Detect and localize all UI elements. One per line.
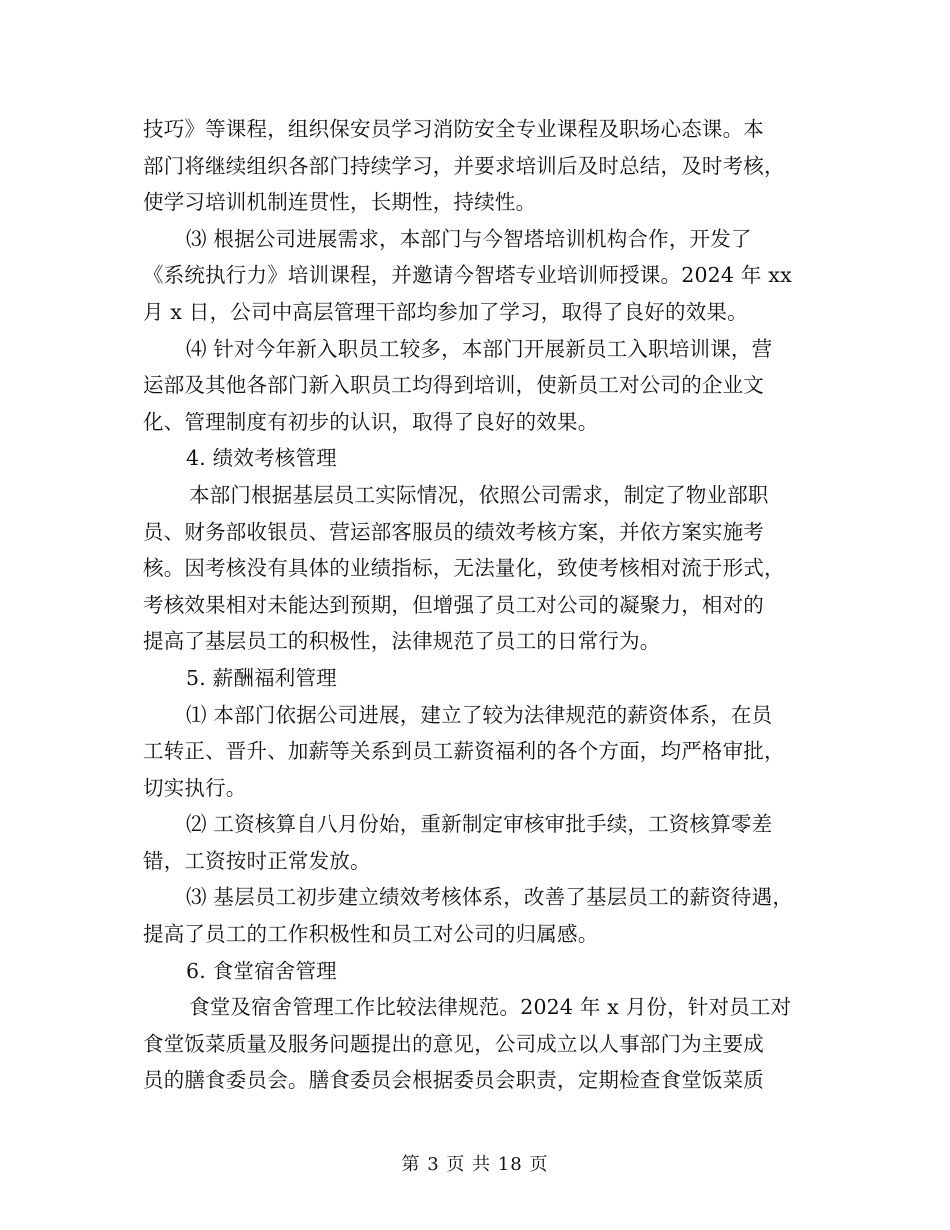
list-item-start: ⑶ 基层员工初步建立绩效考核体系，改善了基层员工的薪资待遇， — [186, 885, 794, 910]
body-text-line: 考核效果相对未能达到预期，但增强了员工对公司的凝聚力，相对的 — [143, 592, 764, 617]
body-text-line: 工转正、晋升、加薪等关系到员工薪资福利的各个方面，均严格审批， — [143, 739, 785, 764]
section-heading: 4. 绩效考核管理 — [186, 446, 337, 471]
body-text-line: 《系统执行力》培训课程，并邀请今智塔专业培训师授课。2024 年 xx — [143, 263, 792, 288]
body-text-line: 使学习培训机制连贯性，长期性，持续性。 — [143, 190, 537, 215]
body-text-line: 化、管理制度有初步的认识，取得了良好的效果。 — [143, 409, 599, 434]
body-text-line: 食堂饭菜质量及服务问题提出的意见，公司成立以人事部门为主要成 — [143, 1031, 764, 1056]
body-text-line: 技巧》等课程，组织保安员学习消防安全专业课程及职场心态课。本 — [143, 117, 764, 141]
body-text-line: 员、财务部收银员、营运部客服员的绩效考核方案，并依方案实施考 — [143, 519, 764, 544]
paragraph-start: 本部门根据基层员工实际情况，依照公司需求，制定了物业部职 — [189, 482, 769, 507]
document-body — [143, 111, 813, 1099]
page-number-footer: 第 3 页 共 18 页 — [401, 1154, 549, 1175]
paragraph-start: 食堂及宿舍管理工作比较法律规范。2024 年 x 月份，针对员工对 — [189, 995, 792, 1020]
section-heading: 5. 薪酬福利管理 — [186, 665, 337, 690]
body-text-line: 员的膳食委员会。膳食委员会根据委员会职责，定期检查食堂饭菜质 — [143, 1068, 764, 1093]
body-text-line: 核。因考核没有具体的业绩指标，无法量化，致使考核相对流于形式， — [143, 556, 785, 581]
body-text-line: 提高了员工的工作积极性和员工对公司的归属感。 — [143, 922, 599, 947]
section-heading: 6. 食堂宿舍管理 — [186, 958, 337, 983]
body-text-line: 部门将继续组织各部门持续学习，并要求培训后及时总结，及时考核， — [143, 153, 785, 178]
body-text-line: 切实执行。 — [143, 775, 247, 800]
body-text-line: 运部及其他各部门新入职员工均得到培训，使新员工对公司的企业文 — [143, 373, 764, 398]
body-text-line: 月 x 日，公司中高层管理干部均参加了学习，取得了良好的效果。 — [143, 299, 748, 324]
list-item-start: ⑶ 根据公司进展需求，本部门与今智塔培训机构合作，开发了 — [186, 226, 752, 251]
body-text-line: 错，工资按时正常发放。 — [143, 848, 371, 873]
list-item-start: ⑵ 工资核算自八月份始，重新制定审核审批手续，工资核算零差 — [186, 812, 773, 837]
body-text-line: 提高了基层员工的积极性，法律规范了员工的日常行为。 — [143, 629, 661, 654]
list-item-start: ⑷ 针对今年新入职员工较多，本部门开展新员工入职培训课，营 — [186, 336, 773, 361]
list-item-start: ⑴ 本部门依据公司进展，建立了较为法律规范的薪资体系，在员 — [186, 702, 773, 727]
